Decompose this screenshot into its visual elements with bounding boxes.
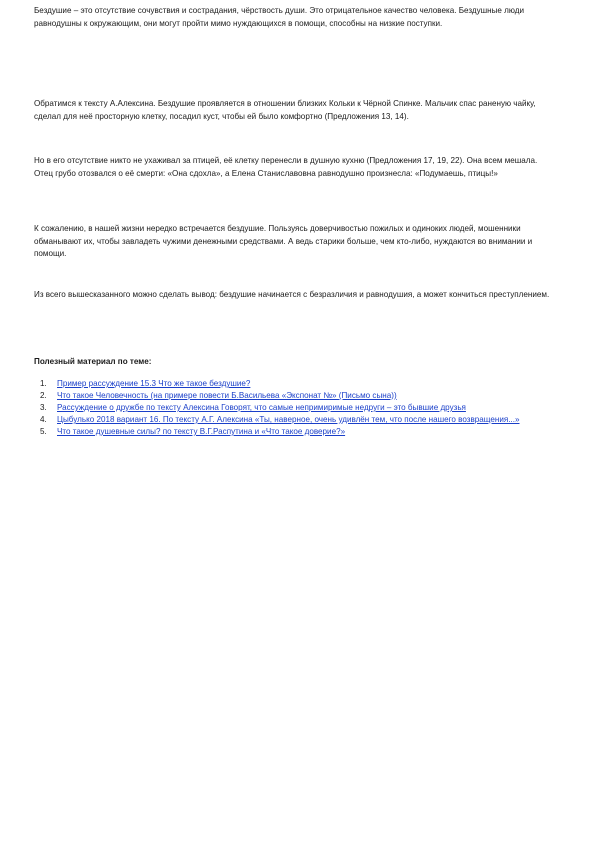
list-item-number: 2. xyxy=(40,391,47,400)
list-item xyxy=(34,390,534,402)
related-link-2[interactable]: Что такое Человечность (на примере повести Б.Васильева «Экспонат №» (Письмо сына)) xyxy=(57,391,397,400)
list-item xyxy=(34,414,534,426)
list-item xyxy=(34,402,534,414)
related-link-3[interactable]: Рассуждение о дружбе по тексту Алексина Говорят, что самые непримиримые недруги – это бывшие друзья xyxy=(57,403,466,412)
related-link-4[interactable]: Цыбулько 2018 вариант 16. По тексту А.Г. Алексина «Ты, наверное, очень удивлён тем, что после нашего возвращения...» xyxy=(57,415,520,424)
related-link-5[interactable]: Что такое душевные силы? по тексту В.Г.Распутина и «Что такое доверие?» xyxy=(57,427,346,436)
list-item-number: 3. xyxy=(40,403,47,412)
related-link-1[interactable]: Пример рассуждение 15.3 Что же такое бездушие? xyxy=(57,379,251,388)
paragraph-text-evidence: Но в его отсутствие никто не ухаживал за птицей, её клетку перенесли в душную кухню (Предложения 17, 19, 22). Она всем мешала. Отец грубо отозвался о её смерти: «Она сдохла», а Елена Станиславовна равнодушно произнесла: «Подумаешь, птицы!» xyxy=(34,156,538,178)
paragraph-life-example: К сожалению, в нашей жизни нередко встречается бездушие. Пользуясь доверчивостью пожилых и одиноких людей, мошенники обманывают их, чтобы завладеть чужими денежными средствами. А ведь старики больше, чем кто-либо, нуждаются во внимании и помощи. xyxy=(34,224,533,258)
related-heading: Полезный материал по теме: xyxy=(34,357,152,366)
list-item-number: 1. xyxy=(40,379,47,388)
paragraph-definition: Бездушие – это отсутствие сочувствия и сострадания, чёрствость души. Это отрицательное качество человека. Бездушные люди равнодушны к окружающим, они могут пройти мимо нуждающихся в помощи, способны на низкие поступки. xyxy=(34,6,525,28)
related-links-list xyxy=(34,378,534,438)
paragraph-conclusion: Из всего вышесказанного можно сделать вывод: бездушие начинается с безразличия и равнодушия, а может кончиться преступлением. xyxy=(34,290,550,299)
list-item xyxy=(34,378,534,390)
paragraph-text-reference: Обратимся к тексту А.Алексина. Бездушие проявляется в отношении близких Кольки к Чёрной Спинке. Мальчик спас раненую чайку, сделал для неё просторную клетку, посадил куст, чтобы ей было комфортно (Предложения 13, 14). xyxy=(34,99,536,121)
list-item-number: 4. xyxy=(40,415,47,424)
list-item-number: 5. xyxy=(40,427,47,436)
list-item xyxy=(34,426,534,438)
